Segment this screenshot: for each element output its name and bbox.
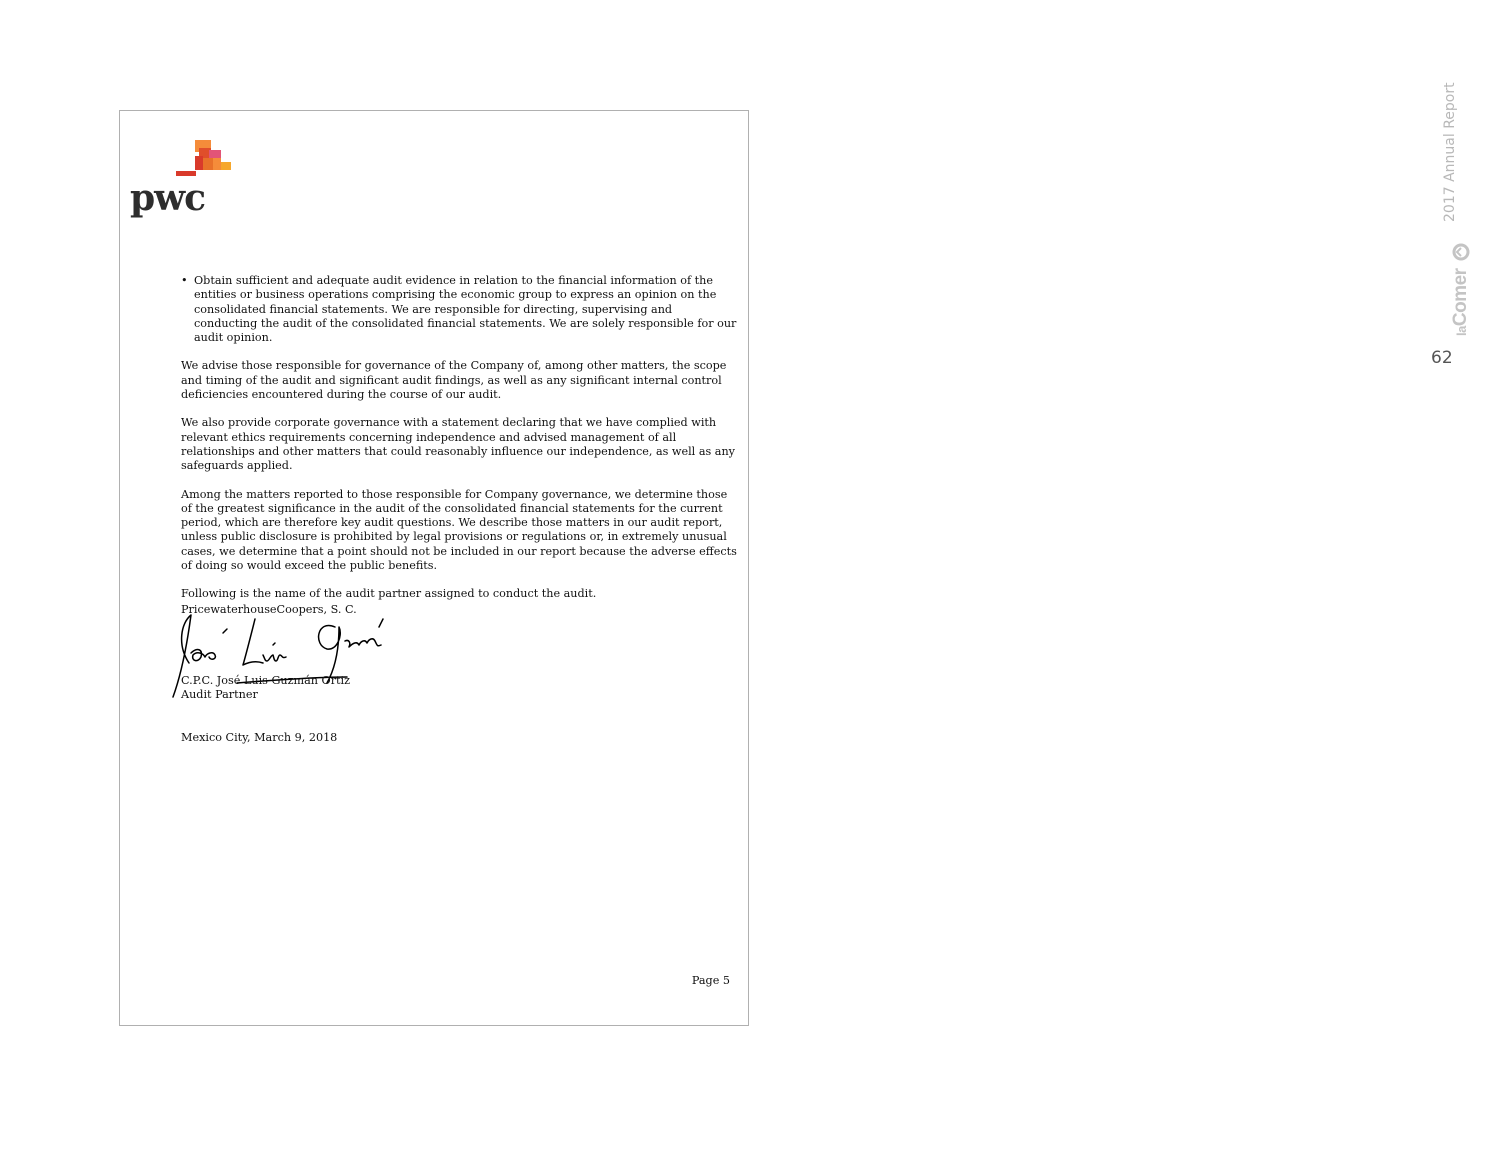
paragraph-audit-partner: Following is the name of the audit partner assigned to conduct the audit. (181, 587, 597, 601)
letter-page-number: Page 5 (691, 974, 730, 987)
partner-name: C.P.C. José Luis Guzmán Ortiz (181, 674, 351, 687)
bullet-item (181, 274, 737, 345)
paragraph-independence: We also provide corporate governance with a statement declaring that we have complied with relevant ethics requirements concerning independence and advised management of all relationships and other matters that could reasonably influence our independence, as well as any safeguards applied. (181, 416, 735, 473)
audit-letter-page (119, 110, 749, 1026)
letter-body (181, 274, 737, 602)
sidebar-page-number: 62 (1431, 348, 1453, 368)
partner-role: Audit Partner (181, 688, 258, 701)
brand-name: Comer (1450, 268, 1471, 327)
bullet-icon: • (181, 274, 188, 287)
signature-block (181, 603, 481, 713)
paragraph-governance-scope: We advise those responsible for governance of the Company of, among other matters, the scope and timing of the audit and significant audit findings, as well as any significant internal control deficiencies encountered during the course of our audit. (181, 359, 727, 402)
brand-prefix: la (1454, 326, 1469, 336)
pwc-logo-mark (175, 138, 235, 178)
pwc-logo (130, 138, 240, 218)
firm-name: PricewaterhouseCoopers, S. C. (181, 603, 357, 616)
pwc-wordmark: pwc (130, 177, 206, 219)
sidebar-report-title: 2017 Annual Report (1442, 82, 1458, 222)
bullet-text: Obtain sufficient and adequate audit evidence in relation to the financial information of the entities or business operations comprising the economic group to express an opinion on the consolidated financial statements. We are responsible for directing, supervising and conducting the audit of the consolidated financial statements. We are solely responsible for our audit opinion. (194, 274, 737, 345)
paragraph-key-audit-matters: Among the matters reported to those responsible for Company governance, we determine those of the greatest significance in the audit of the consolidated financial statements for the current period, which are therefore key audit questions. We describe those matters in our audit report, unless public disclosure is prohibited by legal provisions or regulations or, in extremely unusual cases, we determine that a point should not be included in our report because the adverse effects of doing so would exceed the public benefits. (181, 487, 737, 573)
place-and-date: Mexico City, March 9, 2018 (181, 731, 338, 744)
sidebar-brand-logo (1450, 243, 1472, 336)
brand-circle-icon (1452, 243, 1470, 261)
